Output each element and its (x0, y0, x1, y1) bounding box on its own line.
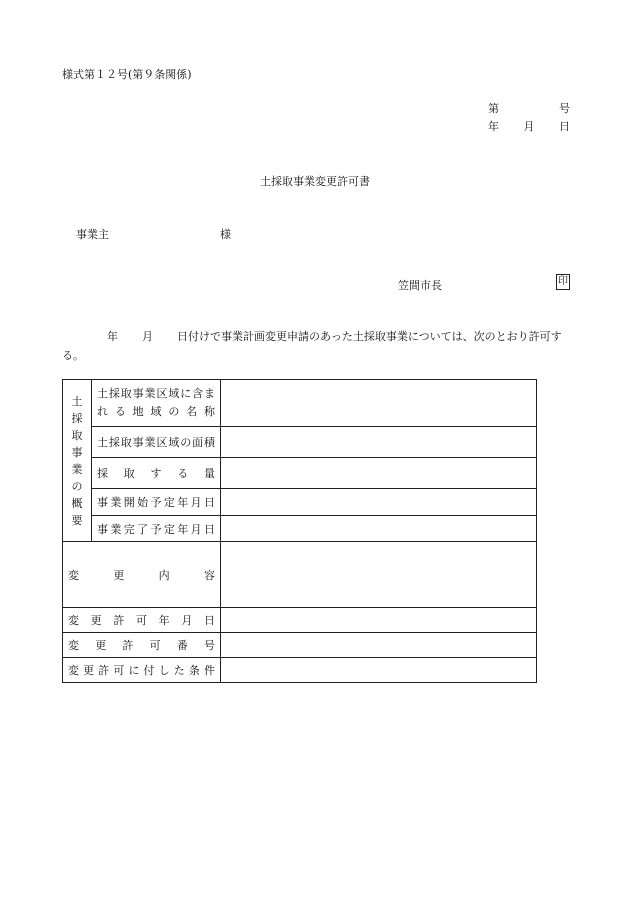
table-row (63, 427, 537, 458)
row-label-quantity: 採取する量 (92, 458, 221, 489)
vertical-char: 業 (71, 462, 83, 476)
row-value-area-size[interactable] (221, 427, 537, 458)
date-year: 年 (488, 120, 499, 133)
row-value-area-name[interactable] (221, 380, 537, 427)
row-label-approval-date: 変更許可年月日 (63, 608, 221, 633)
vertical-char: 採 (71, 411, 83, 425)
row-label-conditions: 変更許可に付した条件 (63, 658, 221, 683)
table-row (63, 489, 537, 516)
doc-number-suffix: 号 (559, 102, 570, 115)
row-value-start-date[interactable] (221, 489, 537, 516)
issuer-name: 笠間市長 (398, 279, 442, 292)
row-value-approval-number[interactable] (221, 633, 537, 658)
row-label-end-date: 事業完了予定年月日 (92, 516, 221, 542)
group-header-vertical (63, 380, 92, 542)
summary-table (62, 379, 537, 683)
row-label-change-content: 変更内容 (63, 542, 221, 608)
table-row (63, 633, 537, 658)
table-row (63, 380, 537, 427)
row-label-area-name: 土採取事業区域に含まれる地域の名称 (92, 380, 221, 427)
document-date (488, 118, 570, 134)
document-title: 土採取事業変更許可書 (260, 175, 370, 188)
recipient-label: 事業主 (76, 228, 109, 241)
body-paragraph (62, 327, 574, 365)
row-value-approval-date[interactable] (221, 608, 537, 633)
row-value-quantity[interactable] (221, 458, 537, 489)
vertical-char: の (71, 479, 83, 493)
seal-mark: 印 (556, 274, 570, 290)
table-row (63, 542, 537, 608)
body-text: 日付けで事業計画変更申請のあった土採取事業については、次のとおり許可する。 (62, 330, 562, 362)
table-row (63, 458, 537, 489)
recipient (76, 226, 231, 242)
date-day: 日 (559, 120, 570, 133)
date-month: 月 (523, 120, 535, 133)
vertical-char: 事 (71, 445, 83, 459)
table-row (63, 658, 537, 683)
row-label-start-date: 事業開始予定年月日 (92, 489, 221, 516)
row-value-change-content[interactable] (221, 542, 537, 608)
vertical-char: 要 (71, 513, 83, 527)
form-number: 様式第１２号(第９条関係) (62, 68, 192, 81)
body-month: 月 (142, 330, 153, 343)
recipient-honorific: 様 (220, 228, 231, 241)
table-row (63, 608, 537, 633)
row-label-approval-number: 変更許可番号 (63, 633, 221, 658)
row-value-conditions[interactable] (221, 658, 537, 683)
vertical-char: 概 (71, 496, 83, 510)
table-row (63, 516, 537, 542)
row-label-area-size: 土採取事業区域の面積 (92, 427, 221, 458)
vertical-char: 土 (71, 394, 83, 408)
doc-number-prefix: 第 (488, 102, 499, 115)
document-number (488, 100, 570, 116)
body-year: 年 (107, 330, 118, 343)
row-value-end-date[interactable] (221, 516, 537, 542)
vertical-char: 取 (71, 428, 83, 442)
